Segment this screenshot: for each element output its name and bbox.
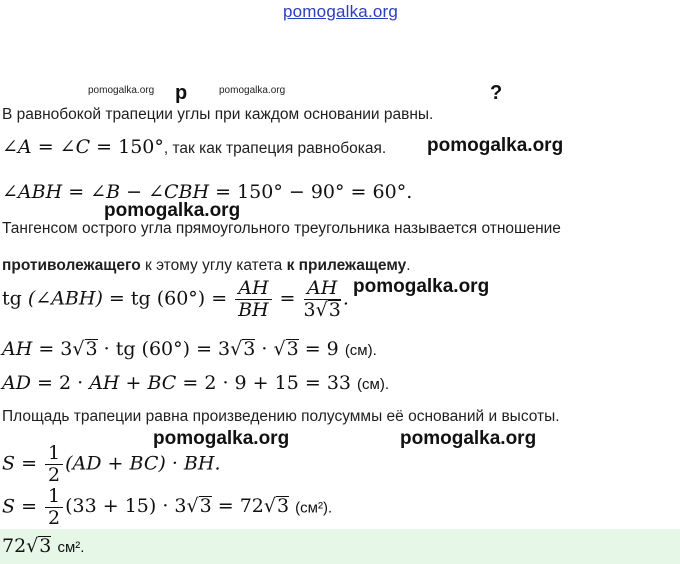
answer-box bbox=[0, 529, 680, 564]
equation-line: AH = 3√3 · tg (60°) = 3√3 · √3 = 9 (см). bbox=[2, 338, 377, 360]
unit-label: (см²). bbox=[295, 499, 333, 517]
unit-label: (см). bbox=[357, 376, 390, 393]
equation-line: S = $\frac{1}{2}$ (33 + 15) · 3√3 = 72√3 (см²). bbox=[2, 485, 333, 529]
text-line: Площадь трапеции равна произведению полусуммы её оснований и высоты. bbox=[2, 408, 560, 425]
watermark: pomogalka.org bbox=[400, 428, 537, 449]
bold-term: к прилежащему bbox=[286, 257, 407, 274]
watermark: pomogalka.org bbox=[427, 135, 564, 156]
math-expression: ∠A = ∠C = 150° bbox=[2, 136, 164, 158]
answer-unit: см². bbox=[57, 539, 85, 556]
equation-line: AD = 2 · AH + BC = 2 · 9 + 15 = 33 (см). bbox=[2, 372, 390, 394]
equation-line: S = $\frac{1}{2}$ (AD + BC) · BH. bbox=[2, 442, 221, 486]
equation-line: tg (∠ABH) = tg (60°) = $\frac{AH}{BH}$ = $\frac{AH}{3√3}$ . bbox=[2, 277, 349, 321]
watermark: pomogalka.org bbox=[104, 200, 241, 221]
text-fragment: к этому углу катета bbox=[140, 257, 287, 274]
watermark-small: pomogalka.org bbox=[88, 85, 155, 96]
equation-line bbox=[2, 136, 386, 158]
equation-line: ∠ABH = ∠B − ∠CBH = 150° − 90° = 60°. bbox=[2, 181, 413, 203]
watermark: pomogalka.org bbox=[353, 276, 490, 297]
heading-fragment: р bbox=[175, 82, 188, 104]
text-line: Тангенсом острого угла прямоугольного треугольника называется отношение bbox=[2, 220, 561, 237]
watermark-small: pomogalka.org bbox=[219, 85, 286, 96]
watermark: pomogalka.org bbox=[153, 428, 290, 449]
text-fragment: . bbox=[406, 257, 411, 274]
answer-value: 72√3 см². bbox=[2, 535, 85, 557]
watermark-top-link[interactable]: pomogalka.org bbox=[283, 2, 399, 21]
unit-label: (см). bbox=[344, 342, 377, 359]
text-line bbox=[2, 257, 411, 275]
heading-fragment: ? bbox=[490, 82, 503, 104]
bold-term: противолежащего bbox=[2, 257, 141, 274]
text-fragment: , так как трапеция равнобокая. bbox=[163, 140, 387, 157]
text-line: В равнобокой трапеции углы при каждом основании равны. bbox=[2, 106, 434, 123]
